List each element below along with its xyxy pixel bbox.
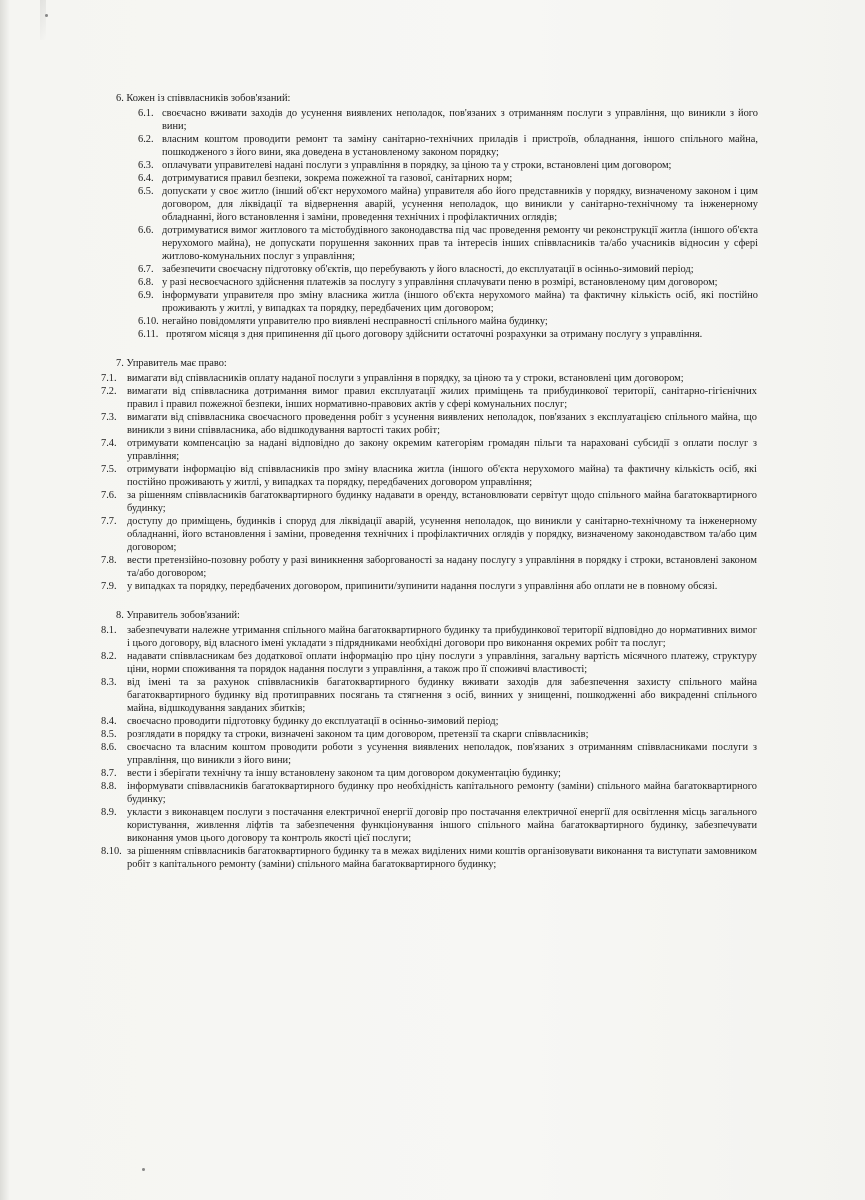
clause-item [138, 159, 758, 172]
clause-item [138, 107, 758, 133]
clause-text: укласти з виконавцем послуги з постачання електричної енергії договір про постачання електричної енергії для освітлення місць загального користування, живлення ліфтів та забезпечення функціонування іншого спільного майна багатоквартирного будинку, забезпечувати виконання умов цього договору та контроль якості цієї послуги; [127, 807, 757, 844]
clause-number: 6.6. [138, 225, 154, 236]
clause-number: 8.5. [101, 729, 117, 740]
clause-number: 8.6. [101, 742, 117, 753]
clause-number: 7.4. [101, 438, 117, 449]
clause-number: 6.2. [138, 134, 154, 145]
clause-text: інформувати управителя про зміну власника житла (іншого об'єкта нерухомого майна) та фактичну кількість осіб, які постійно проживають у житлі, у випадках та порядку, передбачених цим договором; [162, 290, 758, 314]
clause-text: дотримуватися правил безпеки, зокрема пожежної та газової, санітарних норм; [162, 173, 513, 184]
document-body [0, 92, 865, 871]
clause-item [138, 185, 758, 224]
clause-text: вести претензійно-позовну роботу у разі виникнення заборгованості за надану послугу з управління в порядку і строки, встановлені законом та/або договором; [127, 555, 757, 579]
clause-text: власним коштом проводити ремонт та заміну санітарно-технічних приладів і пристроїв, обладнання, іншого спільного майна, пошкодженого з його вини, яка доведена в установленому законом порядку; [162, 134, 758, 158]
clause-item [101, 767, 757, 780]
clause-number: 8.4. [101, 716, 117, 727]
clause-item [101, 806, 757, 845]
clause-text: дотримуватися вимог житлового та містобудівного законодавства під час проведення ремонту чи реконструкції житла (іншого об'єкта нерухомого майна), не допускати порушення законних прав та інтересів інших співвласників та/або учасників відносин у сфері житлово-комунальних послуг з управління; [162, 225, 758, 262]
clause-number: 7.7. [101, 516, 117, 527]
clause-text: протягом місяця з дня припинення дії цього договору здійснити остаточні розрахунки за отриману послугу з управління. [166, 329, 703, 340]
clause-item [138, 328, 758, 341]
clause-item [138, 263, 758, 276]
clause-number: 6.11. [138, 329, 159, 340]
section-6-title: 6. Кожен із співвласників зобов'язаний: [116, 93, 291, 104]
clause-item [101, 489, 757, 515]
clause-item [138, 224, 758, 263]
clause-item [101, 554, 757, 580]
clause-text: у випадках та порядку, передбачених договором, припинити/зупинити надання послуги з управління або оплати не в повному обсязі. [127, 581, 718, 592]
clause-text: негайно повідомляти управителю про виявлені несправності спільного майна будинку; [162, 316, 548, 327]
clause-item [101, 463, 757, 489]
clause-item [138, 289, 758, 315]
clause-number: 8.10. [101, 846, 122, 857]
clause-item [138, 172, 758, 185]
clause-text: інформувати співвласників багатоквартирного будинку про необхідність капітального ремонту (заміни) спільного майна багатоквартирного будинку; [127, 781, 757, 805]
clause-item [101, 385, 757, 411]
clause-text: отримувати компенсацію за надані відповідно до закону окремим категоріям громадян пільги та нараховані субсидії з оплати послуг з управління; [127, 438, 757, 462]
clause-text: забезпечити своєчасну підготовку об'єктів, що перебувають у його власності, до експлуатації в осінньо-зимовий період; [162, 264, 694, 275]
clause-item [101, 715, 757, 728]
clause-number: 7.2. [101, 386, 117, 397]
clause-item [101, 411, 757, 437]
clause-item [101, 845, 757, 871]
clause-text: допускати у своє житло (інший об'єкт нерухомого майна) управителя або його представників у порядку, визначеному законом і цим договором, для ліквідації та відвернення аварій, усунення неполадок, що виникли у санітарно-технічному та інженерному обладнанні, його встановлення і заміни, проведення технічних і профілактичних оглядів; [162, 186, 758, 223]
clause-item [101, 780, 757, 806]
clause-text: вимагати від співвласника своєчасного проведення робіт з усунення виявлених неполадок, пов'язаних з експлуатацією спільного майна, що виникли з вини співвласника, або відшкодування вартості таких робіт; [127, 412, 757, 436]
clause-number: 7.3. [101, 412, 117, 423]
clause-number: 8.3. [101, 677, 117, 688]
clause-item [101, 728, 757, 741]
clause-item [101, 624, 757, 650]
clause-text: доступу до приміщень, будинків і споруд для ліквідації аварій, усунення неполадок, що виникли у санітарно-технічному та інженерному обладнанні, його встановлення і заміни, проведення технічних і профілактичних оглядів у порядку, визначеному законодавством та/або цим договором; [127, 516, 757, 553]
clause-item [101, 372, 757, 385]
clause-number: 6.5. [138, 186, 154, 197]
section-7-title: 7. Управитель має право: [116, 358, 227, 369]
clause-number: 6.7. [138, 264, 154, 275]
clause-number: 8.7. [101, 768, 117, 779]
clause-text: оплачувати управителеві надані послуги з управління в порядку, за ціною та у строки, встановлені цим договором; [162, 160, 672, 171]
section-6-items [0, 107, 865, 341]
clause-text: за рішенням співвласників багатоквартирного будинку надавати в оренду, встановлювати сервітут щодо спільного майна багатоквартирного будинку; [127, 490, 757, 514]
clause-number: 8.8. [101, 781, 117, 792]
clause-number: 6.1. [138, 108, 154, 119]
section-7-items [0, 372, 865, 593]
clause-item [101, 437, 757, 463]
clause-number: 8.2. [101, 651, 117, 662]
clause-number: 7.6. [101, 490, 117, 501]
section-7 [0, 357, 865, 593]
clause-item [101, 515, 757, 554]
clause-item [101, 741, 757, 767]
clause-item [138, 133, 758, 159]
clause-text: за рішенням співвласників багатоквартирного будинку та в межах виділених ними коштів організовувати виконання та виступати замовником робіт з капітального ремонту (заміни) спільного майна багатоквартирного будинку; [127, 846, 757, 870]
clause-text: своєчасно вживати заходів до усунення виявлених неполадок, пов'язаних з отриманням послуги з управління, що виникли з його вини; [162, 108, 758, 132]
clause-number: 7.1. [101, 373, 117, 384]
clause-number: 7.5. [101, 464, 117, 475]
clause-number: 6.9. [138, 290, 154, 301]
clause-number: 6.3. [138, 160, 154, 171]
clause-text: вимагати від співвласника дотримання вимог правил експлуатації жилих приміщень та прибудинкової території, санітарно-гігієнічних правил і правил пожежної безпеки, інших нормативно-правових актів у сфері комунальних послуг; [127, 386, 757, 410]
scan-speck [142, 1168, 145, 1171]
clause-number: 8.1. [101, 625, 117, 636]
section-8 [0, 609, 865, 871]
clause-item [101, 580, 757, 593]
clause-text: надавати співвласникам без додаткової оплати інформацію про ціну послуги з управління, загальну вартість місячного платежу, структуру ціни, норми споживання та порядок надання послуги з управління, а також про її споживчі властивості; [127, 651, 757, 675]
clause-item [138, 276, 758, 289]
section-8-items [0, 624, 865, 871]
clause-item [101, 676, 757, 715]
clause-text: забезпечувати належне утримання спільного майна багатоквартирного будинку та прибудинкової території відповідно до нормативних вимог і цього договору, від власного імені укладати з підрядниками необхідні договори про виконання окремих робіт та послуг; [127, 625, 757, 649]
scan-speck [45, 14, 48, 17]
clause-item [101, 650, 757, 676]
clause-text: від імені та за рахунок співвласників багатоквартирного будинку вживати заходів для забезпечення захисту спільного майна багатоквартирного будинку від протиправних посягань та стягнення з осіб, винних у знищенні, пошкодженні або викраденні спільного майна, відшкодування завданих збитків; [127, 677, 757, 714]
clause-text: розглядати в порядку та строки, визначені законом та цим договором, претензії та скарги співвласників; [127, 729, 589, 740]
clause-number: 6.8. [138, 277, 154, 288]
clause-number: 6.4. [138, 173, 154, 184]
clause-text: своєчасно проводити підготовку будинку до експлуатації в осінньо-зимовий період; [127, 716, 499, 727]
clause-text: своєчасно та власним коштом проводити роботи з усунення виявлених неполадок, пов'язаних з отриманням співвласниками послуги з управління, що виникли з його вини; [127, 742, 757, 766]
clause-number: 8.9. [101, 807, 117, 818]
clause-text: у разі несвоєчасного здійснення платежів за послугу з управління сплачувати пеню в розмірі, встановленому цим договором; [162, 277, 718, 288]
section-6 [0, 92, 865, 341]
page-fold-mark [40, 0, 46, 40]
clause-text: вимагати від співвласників оплату наданої послуги з управління в порядку, за ціною та у строки, встановлені цим договором; [127, 373, 684, 384]
section-8-title: 8. Управитель зобов'язаний: [116, 610, 240, 621]
clause-number: 7.8. [101, 555, 117, 566]
clause-number: 7.9. [101, 581, 117, 592]
clause-text: отримувати інформацію від співвласників про зміну власника житла (іншого об'єкта нерухомого майна) та фактичну кількість осіб, які постійно проживають у житлі, у випадках та порядку, передбачених договором управління; [127, 464, 757, 488]
clause-text: вести і зберігати технічну та іншу встановлену законом та цим договором документацію будинку; [127, 768, 561, 779]
clause-number: 6.10. [138, 316, 159, 327]
clause-item [138, 315, 758, 328]
